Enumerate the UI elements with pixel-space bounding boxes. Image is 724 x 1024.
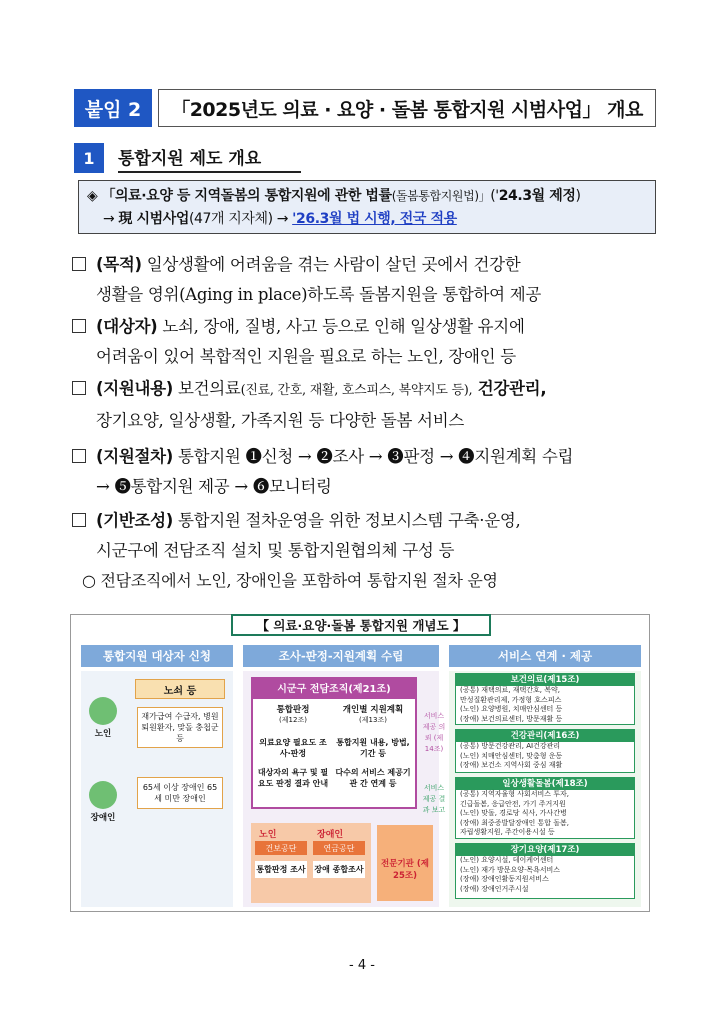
- disabled-description: 65세 이상 장애인 65세 미만 장애인: [137, 777, 223, 809]
- service-box-ltc: 장기요양(제17조) (노인) 요양시설, 데이케어센터 (노인) 재가 방문요양·목욕서비스 (장애) 장애인활동지원서비스 (장애) 장애인거주시설: [455, 843, 635, 899]
- law-name: 「의료·요양 등 지역돌봄의 통합지원에 관한 법률: [101, 188, 392, 204]
- law-notice-box: ◈ 「의료·요양 등 지역돌봄의 통합지원에 관한 법률(돌봄통합지원법)」('24.3월 제정) → 現 시범사업(47개 지자체) → '26.3월 법 시행, 전국 적용: [78, 180, 656, 234]
- checkbox-icon: [72, 449, 86, 463]
- elder-condition-box: 노쇠 등: [135, 679, 225, 699]
- section-heading: [74, 143, 301, 173]
- judge-item2: 대상자의 욕구 및 필요도 판정 결과 안내: [257, 768, 329, 788]
- checkbox-icon: [72, 513, 86, 527]
- section-number: 1: [74, 143, 104, 173]
- list-item-support-content: (지원내용) 보건의료(진료, 간호, 재활, 호스피스, 복약지도 등), 건강관리, 장기요양, 일상생활, 가족지원 등 다양한 돌봄 서비스: [72, 374, 662, 436]
- checkbox-icon: [72, 319, 86, 333]
- plan-header: 개인별 지원계획 (제13조): [342, 705, 404, 724]
- list-item-procedure: (지원절차) 통합지원 ❶신청 → ❷조사 → ❸판정 → ❹지원계획 수립 → ❺통합지원 제공 → ❻모니터링: [72, 442, 662, 502]
- law-short-name: (돌봄통합지원법)」: [391, 189, 491, 203]
- law-date: 24.3월 제정: [498, 188, 576, 204]
- list-item-target: (대상자) 노쇠, 장애, 질병, 사고 등으로 인해 일상생활 유지에 어려움이 있어 복합적인 지원을 필요로 하는 노인, 장애인 등: [72, 312, 662, 372]
- current-pilot: 現 시범사업: [118, 211, 189, 227]
- disabled-person-icon: [89, 781, 117, 809]
- elder-label: 노인: [94, 729, 112, 739]
- column-header-apply: 통합지원 대상자 신청: [81, 645, 233, 667]
- document-title: 「2025년도 의료 · 요양 · 돌봄 통합지원 시범사업」 개요: [158, 89, 656, 127]
- service-box-medical: 보건의료(제15조) (공통) 재택의료, 재택간호, 복약, 만성질환관리제, 가정형 호스피스 (노인) 요양병원, 치매안심센터 등 (장애) 보건의료센터, 방문재활 등: [455, 673, 635, 725]
- disabled-tag: 장애인: [317, 830, 344, 840]
- plan-item1: 통합지원 내용, 방법, 기간 등: [336, 738, 410, 758]
- elder-description: 재가급여 수급자, 병원 퇴원환자, 맞돌 충첩군 등: [137, 707, 223, 748]
- diagram-title: 【 의료·요양·돌봄 통합지원 개념도 】: [231, 614, 491, 636]
- nps-desc: 장애 종합조사: [313, 861, 365, 878]
- arrow-icon: →: [103, 211, 115, 227]
- nps-label: 연금공단: [313, 841, 365, 855]
- list-item-purpose: (목적) 일상생활에 어려움을 겪는 사람이 살던 곳에서 건강한 생활을 영위(Aging in place)하도록 돌봄지원을 통합하여 제공: [72, 250, 662, 310]
- section-title: 통합지원 제도 개요: [118, 144, 301, 173]
- list-item-infrastructure: (기반조성) 통합지원 절차운영을 위한 정보시스템 구축·운영, 시군구에 전담조직 설치 및 통합지원협의체 구성 등: [72, 506, 662, 566]
- org-title: 시군구 전담조직(제21조): [251, 677, 417, 697]
- current-pilot-detail: (47개 지자체): [188, 211, 273, 227]
- concept-diagram: [70, 614, 650, 912]
- attachment-header: [74, 89, 656, 127]
- service-result-label: 서비스 제공 결과 보고: [422, 784, 446, 814]
- attachment-badge: 붙임 2: [74, 89, 152, 127]
- elder-person-icon: [89, 697, 117, 725]
- sub-item: ○ 전담조직에서 노인, 장애인을 포함하여 통합지원 절차 운영: [82, 571, 498, 590]
- service-request-label: 서비스 제공 의뢰 (제14조): [422, 712, 446, 753]
- checkbox-icon: [72, 257, 86, 271]
- expert-label: 전문기관 (제25조): [381, 859, 429, 881]
- arrow-icon: →: [276, 211, 289, 227]
- diamond-icon: ◈: [87, 188, 98, 204]
- judge-item1: 의료요양 필요도 조사·판정: [259, 738, 327, 758]
- checkbox-icon: [72, 381, 86, 395]
- elder-tag: 노인: [259, 830, 277, 840]
- service-box-health: 건강관리(제16조) (공통) 방문건강관리, AI건강관리 (노인) 치매안심센터, 맞춤형 운동 (장애) 보건소 지역사회 중심 재활: [455, 729, 635, 773]
- disabled-label: 장애인: [90, 813, 116, 823]
- nhis-desc: 통합판정 조사: [255, 861, 307, 878]
- service-box-daily: 일상생활돌봄(제18조) (공통) 지역자율형 사회서비스 투자, 긴급돌봄, 응급안전, 가기 주거지원 (노인) 맞돌, 경로당 식사, 가사간병 (장애) 최중증발달장애인 통합 돌봄, 자립생활지원, 주간이용시설 등: [455, 777, 635, 839]
- column-header-assessment: 조사-판정-지원계획 수립: [243, 645, 439, 667]
- nhis-label: 건보공단: [255, 841, 307, 855]
- page-number: - 4 -: [349, 958, 375, 973]
- plan-item2: 다수의 서비스 제공기관 간 연계 등: [335, 768, 411, 788]
- column-header-service: 서비스 연계 · 제공: [449, 645, 641, 667]
- judge-header: 통합판정 (제12조): [276, 705, 310, 724]
- future-implementation-link[interactable]: '26.3월 법 시행, 전국 적용: [292, 211, 457, 227]
